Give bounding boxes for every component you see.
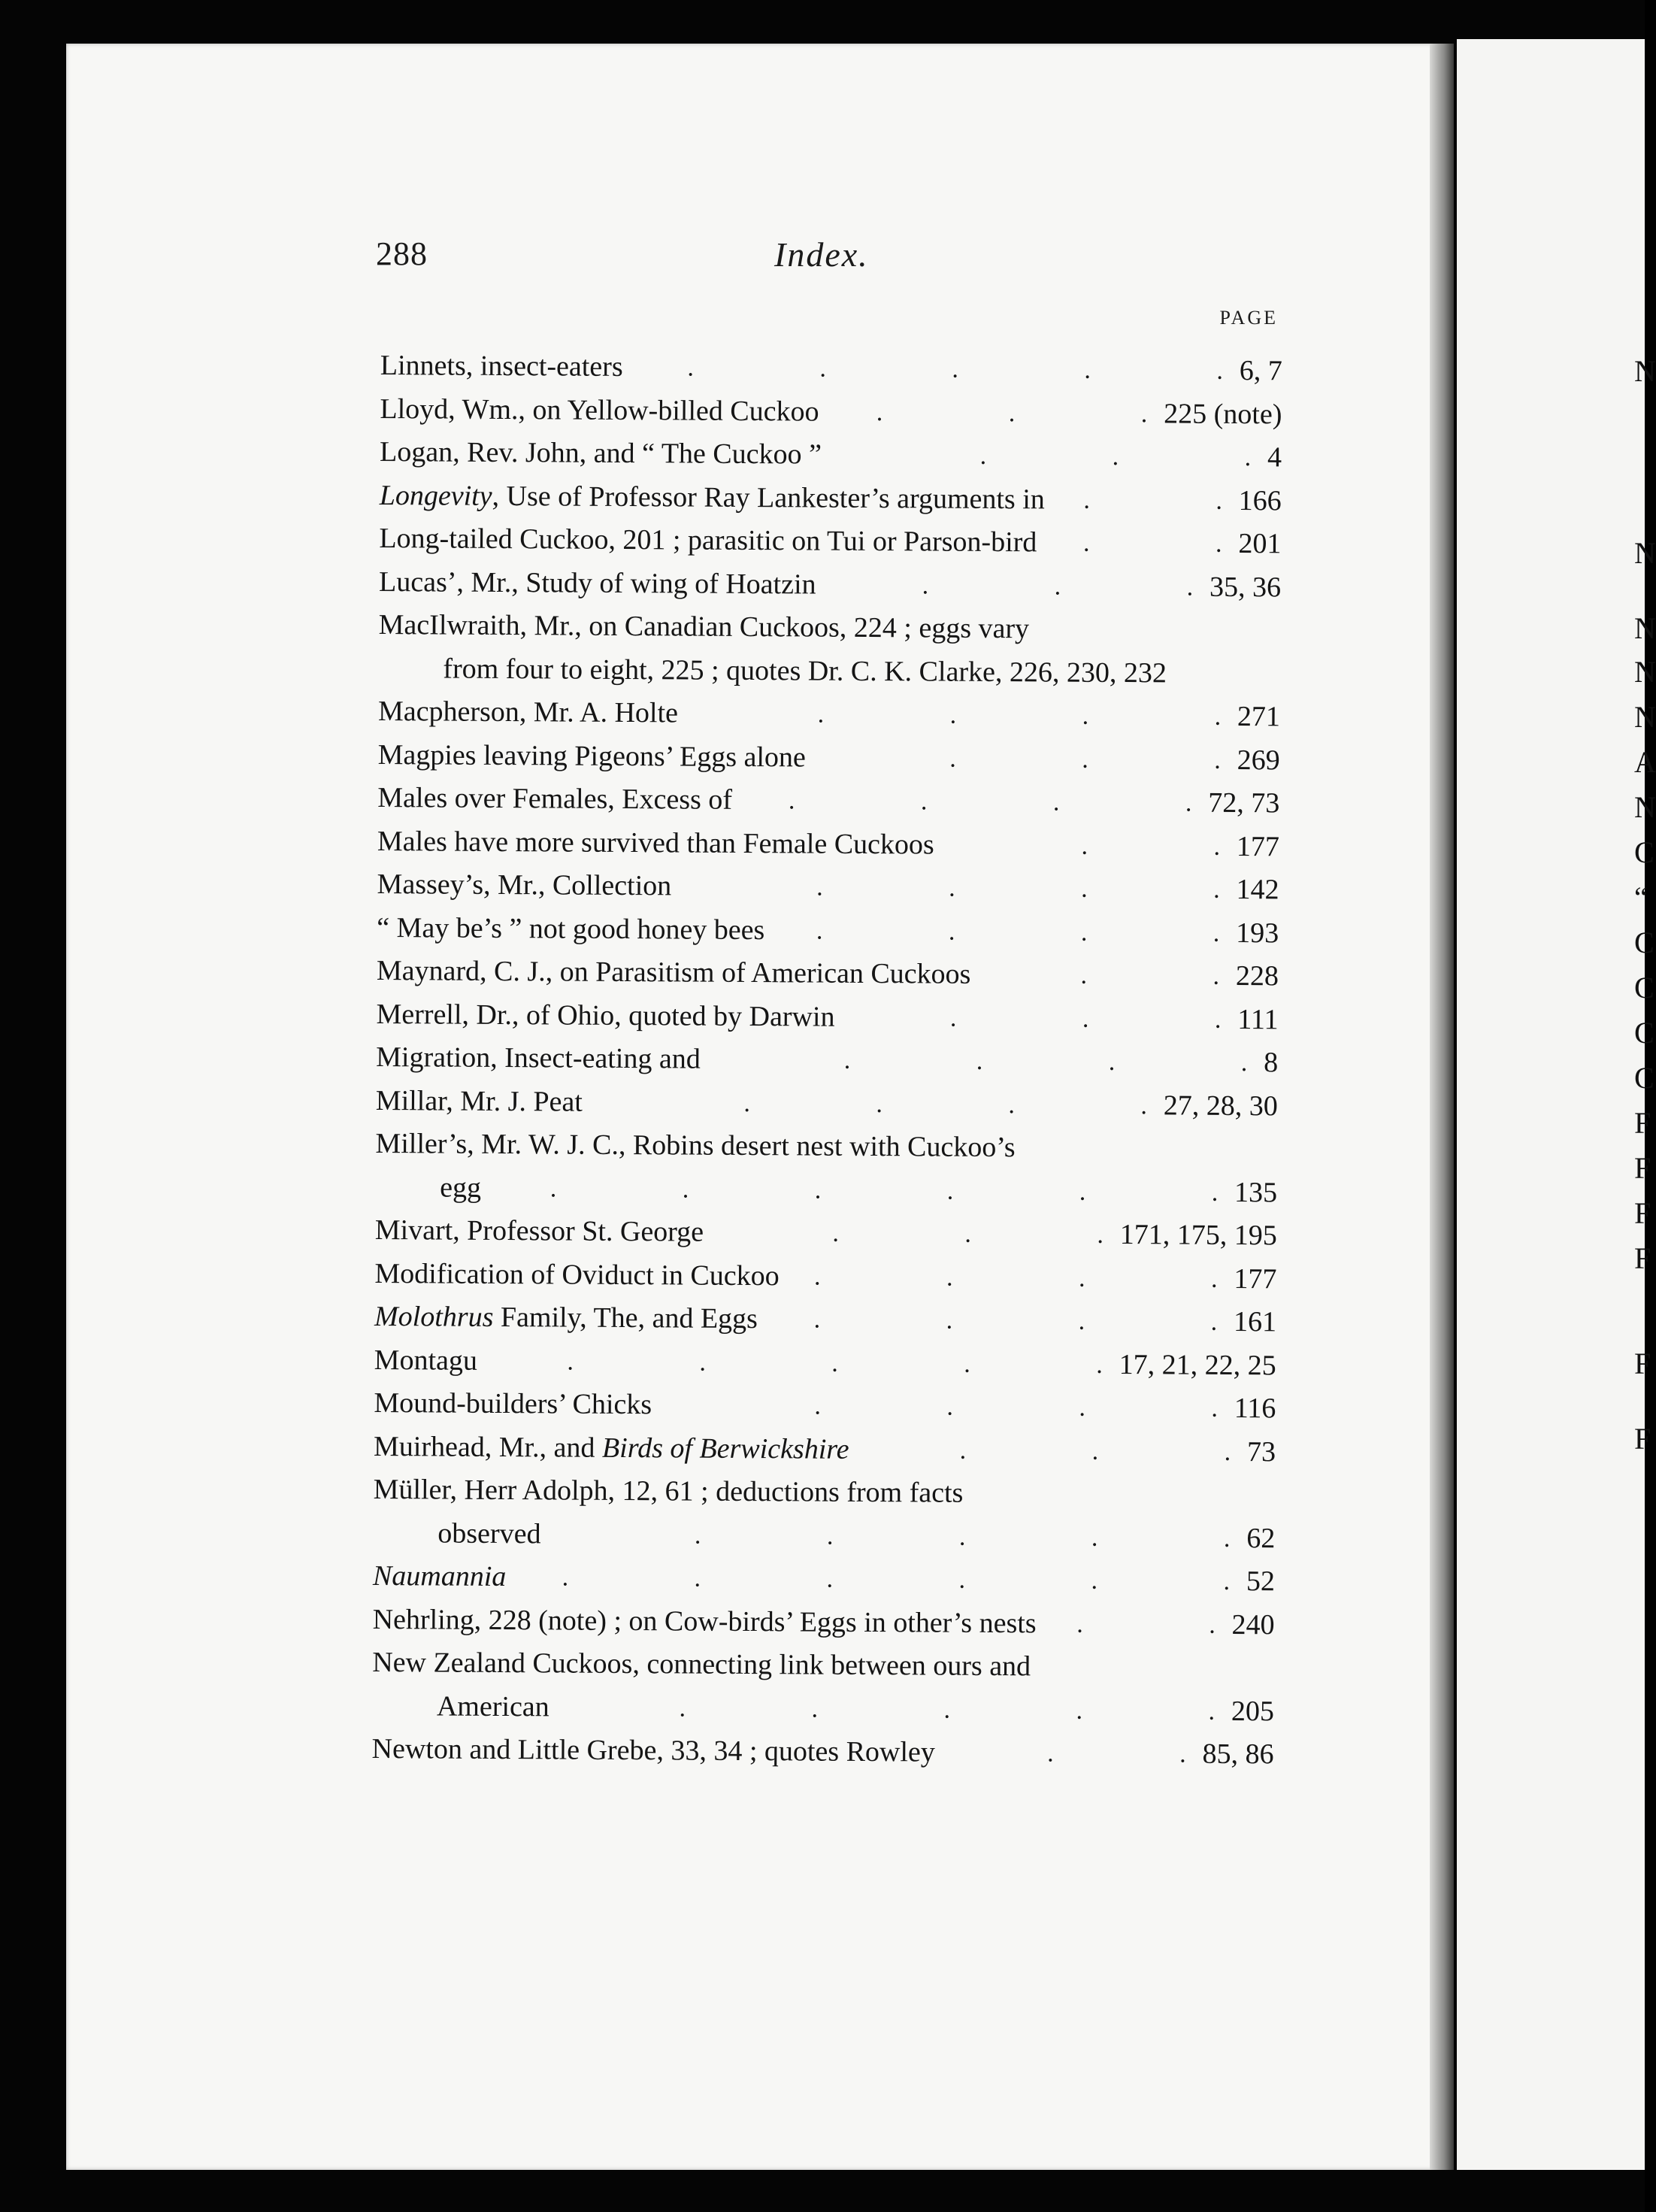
- facing-page-letter: N: [1634, 611, 1656, 645]
- entry-text: [380, 474, 1045, 521]
- leader-dot: .: [1210, 1265, 1218, 1293]
- entry-text: [380, 431, 822, 477]
- index-entry: [377, 950, 1279, 998]
- leader-dot: .: [1185, 789, 1192, 817]
- entry-page-refs: 161: [1233, 1305, 1277, 1338]
- index-entry: [377, 863, 1279, 912]
- entry-text: [377, 863, 671, 908]
- page-column-label: PAGE: [1219, 307, 1278, 329]
- facing-page-letter: F: [1634, 1196, 1651, 1230]
- entry-italic-term: Naumannia: [372, 1559, 507, 1593]
- entry-heading: Massey’s, Mr., Collection: [377, 868, 672, 902]
- leader-dot: .: [562, 1563, 569, 1592]
- entry-text: [440, 1166, 481, 1210]
- entry-text: [376, 1079, 583, 1123]
- leader-dot: .: [1211, 1178, 1219, 1207]
- leader-dot: .: [1211, 1394, 1219, 1423]
- entry-heading: Lloyd, Wm., on Yellow-billed Cuckoo: [380, 392, 819, 428]
- entry-heading: , Use of Professor Ray Lankester’s arguments in: [492, 480, 1045, 515]
- leader-dot: .: [1214, 1005, 1222, 1034]
- leader-dot: .: [816, 873, 823, 901]
- leader-dot: .: [1084, 356, 1091, 384]
- entry-text: [380, 387, 819, 433]
- index-entry: [374, 1338, 1276, 1387]
- entry-page-refs: 17, 21, 22, 25: [1119, 1348, 1276, 1381]
- leader-dot: .: [922, 571, 929, 599]
- entry-page-refs: 135: [1234, 1176, 1278, 1208]
- leader-dot: .: [1081, 874, 1088, 903]
- leader-dot: .: [1083, 486, 1091, 514]
- leader-dot: .: [1212, 919, 1220, 947]
- entry-text: [374, 1252, 780, 1298]
- entry-text: [377, 950, 971, 996]
- index-entry: [374, 1425, 1276, 1474]
- entry-text: [375, 1123, 1016, 1170]
- leader-dot: .: [1208, 1697, 1216, 1726]
- index-entry: [379, 604, 1281, 653]
- entry-heading: Linnets, insect-eaters: [380, 349, 623, 383]
- entry-heading: from four to eight, 225 ; quotes Dr. C. K. Clarke, 226, 230, 232: [443, 653, 1167, 689]
- index-entry: [377, 733, 1279, 782]
- entry-text: [371, 1728, 935, 1774]
- entry-page-refs: 27, 28, 30: [1163, 1089, 1278, 1122]
- leader-dot: .: [567, 1347, 574, 1376]
- index-entry: [372, 1684, 1274, 1733]
- leader-dot: .: [1140, 1091, 1148, 1120]
- entry-heading: “ May be’s ” not good honey bees: [377, 911, 765, 946]
- leader-dot: .: [1223, 1524, 1231, 1553]
- entry-text: [378, 690, 678, 735]
- leader-dot: .: [1079, 1177, 1086, 1206]
- facing-page-letter: N: [1634, 354, 1656, 388]
- index-entry: [377, 820, 1279, 868]
- leader-dot: .: [1082, 745, 1088, 774]
- leader-dot: .: [1078, 1264, 1085, 1292]
- index-entry: [372, 1641, 1274, 1690]
- running-head: Index.: [774, 235, 869, 274]
- leader-dot: .: [958, 1565, 966, 1594]
- index-entry: [377, 906, 1279, 955]
- entry-page-refs: 171, 175, 195: [1119, 1219, 1277, 1252]
- index-entry: [380, 431, 1282, 480]
- leader-dot: .: [687, 353, 695, 382]
- entry-page-refs: 85, 86: [1202, 1738, 1274, 1771]
- entry-page-refs: 269: [1237, 744, 1280, 776]
- leader-dot: .: [1052, 788, 1060, 817]
- leader-dot: .: [682, 1174, 689, 1204]
- leader-dot: .: [699, 1348, 706, 1377]
- leader-dot: .: [831, 1349, 838, 1377]
- leader-dot: .: [964, 1220, 972, 1248]
- entry-heading: Long-tailed Cuckoo, 201 ; parasitic on Tui or Parson-bird: [379, 522, 1037, 559]
- entry-heading: Magpies leaving Pigeons’ Eggs alone: [377, 738, 806, 773]
- leader-dot: .: [813, 1262, 821, 1291]
- index-entry: [374, 1295, 1276, 1344]
- leader-dot: .: [949, 701, 957, 729]
- page-header: [376, 235, 1278, 287]
- index-entry: [371, 1728, 1273, 1777]
- leader-dot: .: [946, 1306, 953, 1335]
- entry-page-refs: 271: [1237, 700, 1281, 733]
- leader-dot: .: [826, 1565, 834, 1593]
- entry-text: [372, 1641, 1031, 1689]
- entry-heading: Montagu: [374, 1344, 478, 1377]
- entry-text: [377, 906, 764, 952]
- facing-page-letter: N: [1634, 536, 1656, 570]
- entry-text: [374, 1382, 652, 1427]
- page-number: 288: [376, 235, 428, 272]
- facing-page-letter: C: [1634, 1061, 1654, 1095]
- leader-dot: .: [1213, 832, 1221, 861]
- entry-italic-term: Longevity: [379, 479, 492, 512]
- entry-page-refs: 4: [1267, 441, 1282, 474]
- entry-heading: Miller’s, Mr. W. J. C., Robins desert nest with Cuckoo’s: [375, 1127, 1016, 1164]
- index-entry: [378, 647, 1280, 695]
- index-entry: [376, 1036, 1278, 1085]
- leader-dot: .: [958, 1523, 966, 1551]
- facing-page-letter: F: [1634, 1347, 1651, 1380]
- leader-dot: .: [843, 1046, 851, 1074]
- leader-dot: .: [1224, 1438, 1231, 1466]
- entry-page-refs: 166: [1238, 484, 1282, 517]
- leader-dot: .: [1008, 398, 1016, 427]
- index-entries: [371, 344, 1282, 1777]
- entry-text: [374, 1468, 964, 1515]
- entry-text: [380, 344, 623, 389]
- leader-dot: .: [826, 1522, 834, 1550]
- entry-italic-title: Birds of Berwickshire: [601, 1432, 849, 1465]
- leader-dot: .: [1080, 918, 1088, 947]
- entry-text: [377, 777, 732, 822]
- leader-dot: .: [1214, 746, 1221, 774]
- entry-heading: Newton and Little Grebe, 33, 34 ; quotes Rowley: [371, 1732, 936, 1768]
- leader-dot: .: [1112, 442, 1119, 471]
- leader-dot: .: [1209, 1611, 1216, 1639]
- leader-dot: .: [1223, 1567, 1231, 1595]
- index-entry: [372, 1598, 1274, 1647]
- leader-dot: .: [1213, 875, 1220, 904]
- leader-dot: .: [1186, 573, 1194, 601]
- index-entry: [376, 992, 1278, 1041]
- entry-heading: Millar, Mr. J. Peat: [375, 1084, 583, 1118]
- facing-page-letter: C: [1634, 926, 1654, 959]
- entry-text: [379, 604, 1030, 651]
- index-entry: [380, 387, 1282, 436]
- entry-heading: Merrell, Dr., of Ohio, quoted by Darwin: [376, 998, 835, 1033]
- index-entry: [380, 474, 1282, 523]
- leader-dot: .: [813, 1305, 821, 1334]
- entry-text: [376, 992, 834, 1038]
- leader-dot: .: [1108, 1047, 1116, 1076]
- leader-dot: .: [952, 355, 959, 383]
- book-gutter: [1430, 44, 1454, 2170]
- entry-text: [377, 820, 934, 866]
- entry-page-refs: 116: [1234, 1392, 1276, 1425]
- index-entry: [375, 1165, 1277, 1214]
- leader-dot: .: [1096, 1350, 1103, 1379]
- leader-dot: .: [1082, 1004, 1089, 1033]
- entry-heading: Males over Females, Excess of: [377, 781, 733, 816]
- leader-dot: .: [1054, 571, 1061, 601]
- index-entry: [375, 1209, 1277, 1258]
- entry-text: [376, 1036, 701, 1081]
- facing-page-letter: C: [1634, 971, 1654, 1004]
- leader-dot: .: [1076, 1610, 1083, 1638]
- entry-heading: Lucas’, Mr., Study of wing of Hoatzin: [378, 565, 816, 601]
- leader-dot: .: [964, 1350, 970, 1378]
- entry-page-refs: 205: [1231, 1695, 1275, 1727]
- entry-heading: egg: [440, 1171, 482, 1204]
- leader-dot: .: [1097, 1220, 1104, 1249]
- entry-page-refs: 201: [1238, 527, 1282, 560]
- entry-italic-term: Molothrus: [374, 1300, 494, 1333]
- leader-dot: .: [788, 786, 795, 815]
- leader-dot: .: [743, 1089, 751, 1117]
- index-entry: [376, 1079, 1278, 1128]
- entry-page-refs: 6, 7: [1239, 354, 1282, 387]
- leader-dot: .: [816, 917, 823, 945]
- entry-text: [375, 1209, 704, 1254]
- leader-dot: .: [1240, 1049, 1248, 1077]
- entry-text: [373, 1555, 507, 1599]
- leader-dot: .: [1244, 444, 1252, 472]
- entry-heading: Males have more survived than Female Cuckoos: [377, 825, 934, 861]
- facing-page-letter: “: [1634, 880, 1648, 914]
- facing-page-letter: C: [1634, 835, 1654, 869]
- leader-dot: .: [876, 398, 883, 426]
- index-entry: [373, 1555, 1275, 1604]
- entry-heading: MacIlwraith, Mr., on Canadian Cuckoos, 224 ; eggs vary: [378, 608, 1030, 645]
- leader-dot: .: [979, 441, 987, 470]
- leader-dot: .: [1091, 1566, 1098, 1595]
- leader-dot: .: [694, 1521, 701, 1550]
- leader-dot: .: [1047, 1739, 1054, 1768]
- leader-dot: .: [1179, 1740, 1186, 1768]
- entry-page-refs: 73: [1246, 1435, 1276, 1468]
- entry-page-refs: 193: [1236, 917, 1279, 949]
- facing-page-letter: F: [1634, 1241, 1651, 1275]
- index-entry: [380, 344, 1282, 393]
- leader-dot: .: [811, 1695, 819, 1723]
- leader-dot: .: [1078, 1307, 1085, 1335]
- entry-page-refs: 72, 73: [1208, 786, 1280, 820]
- facing-page-letter: N: [1634, 790, 1656, 824]
- entry-heading: Logan, Rev. John, and “ The Cuckoo ”: [379, 435, 822, 471]
- entry-page-refs: 111: [1237, 1003, 1279, 1035]
- index-entry: [379, 560, 1281, 609]
- entry-heading: Maynard, C. J., on Parasitism of American Cuckoos: [376, 954, 971, 990]
- entry-text: [374, 1338, 478, 1382]
- entry-heading: Migration, Insect-eating and: [376, 1041, 701, 1075]
- facing-page-letter: F: [1634, 1106, 1651, 1140]
- entry-text: [443, 647, 1167, 695]
- leader-dot: .: [1008, 1090, 1016, 1119]
- entry-page-refs: 8: [1264, 1047, 1279, 1079]
- leader-dot: .: [976, 1047, 983, 1075]
- leader-dot: .: [1080, 961, 1088, 989]
- entry-heading: Modification of Oviduct in Cuckoo: [374, 1257, 780, 1292]
- leader-dot: .: [1214, 702, 1222, 731]
- entry-heading: Nehrling, 228 (note) ; on Cow-birds’ Eggs in other’s nests: [372, 1603, 1037, 1639]
- leader-dot: .: [1140, 399, 1148, 428]
- entry-heading: Mound-builders’ Chicks: [374, 1386, 652, 1421]
- facing-page-letter: F: [1634, 1151, 1651, 1185]
- leader-dot: .: [946, 1177, 954, 1205]
- entry-text: [379, 560, 816, 606]
- leader-dot: .: [949, 874, 955, 902]
- entry-heading: Müller, Herr Adolph, 12, 61 ; deductions from facts: [373, 1473, 964, 1509]
- leader-dot: .: [832, 1219, 840, 1247]
- entry-text: [379, 517, 1037, 565]
- facing-page-letter: N: [1634, 655, 1656, 689]
- index-entry: [374, 1252, 1276, 1301]
- leader-dot: .: [694, 1564, 701, 1592]
- index-entry: [373, 1511, 1275, 1560]
- entry-page-refs: 177: [1234, 1262, 1277, 1295]
- entry-heading: observed: [437, 1517, 541, 1550]
- leader-dot: .: [814, 1392, 822, 1420]
- index-entry: [378, 690, 1280, 739]
- leader-dot: .: [959, 1436, 967, 1465]
- index-entry: [377, 777, 1279, 826]
- leader-dot: .: [819, 354, 827, 383]
- entry-heading: Family, The, and Eggs: [493, 1301, 758, 1335]
- index-entry: [375, 1123, 1277, 1171]
- leader-dot: .: [1212, 962, 1220, 990]
- entry-page-refs: 142: [1236, 873, 1279, 906]
- entry-heading: Mivart, Professor St. George: [374, 1214, 704, 1248]
- entry-text: [374, 1295, 758, 1341]
- facing-page-edge: [1457, 39, 1645, 2170]
- entry-page-refs: 52: [1246, 1565, 1276, 1598]
- entry-page-refs: 228: [1235, 959, 1279, 992]
- leader-dot: .: [1079, 1393, 1086, 1422]
- entry-text: [374, 1425, 849, 1471]
- leader-dot: .: [920, 787, 928, 816]
- facing-page-letter: A: [1634, 745, 1656, 779]
- index-entry: [379, 517, 1281, 566]
- entry-heading: Macpherson, Mr. A. Holte: [377, 695, 679, 729]
- entry-page-refs: 177: [1236, 830, 1280, 862]
- leader-dot: .: [946, 1263, 953, 1292]
- leader-dot: .: [817, 700, 825, 729]
- entry-page-refs: 225 (note): [1164, 397, 1282, 430]
- index-entry: [374, 1382, 1276, 1431]
- entry-text: [437, 1685, 549, 1729]
- leader-dot: .: [1091, 1523, 1098, 1552]
- facing-page-letter: C: [1634, 1016, 1654, 1050]
- entry-heading: New Zealand Cuckoos, connecting link between ours and: [372, 1646, 1031, 1683]
- leader-dot: .: [679, 1693, 686, 1723]
- leader-dot: .: [1082, 529, 1090, 557]
- leader-dot: .: [1215, 529, 1222, 558]
- leader-dot: .: [549, 1174, 557, 1202]
- facing-page-letter: N: [1634, 700, 1656, 734]
- leader-dot: .: [1081, 832, 1088, 860]
- entry-text: [377, 733, 806, 779]
- entry-page-refs: 35, 36: [1209, 571, 1282, 603]
- leader-dot: .: [1216, 356, 1224, 385]
- index-entry: [374, 1468, 1276, 1517]
- leader-dot: .: [949, 744, 956, 773]
- leader-dot: .: [1076, 1696, 1083, 1725]
- leader-dot: .: [949, 1004, 957, 1032]
- leader-dot: .: [943, 1695, 951, 1724]
- leader-dot: .: [814, 1176, 822, 1204]
- entry-heading: American: [436, 1689, 549, 1723]
- leader-dot: .: [946, 1392, 954, 1421]
- leader-dot: .: [1210, 1308, 1218, 1336]
- leader-dot: .: [948, 917, 955, 946]
- entry-text: [372, 1598, 1036, 1645]
- entry-page-refs: 62: [1246, 1522, 1276, 1554]
- leader-dot: .: [1091, 1437, 1099, 1465]
- leader-dot: .: [1082, 701, 1089, 730]
- leader-dot: .: [876, 1089, 883, 1118]
- entry-heading: Muirhead, Mr., and: [373, 1430, 603, 1464]
- entry-page-refs: 240: [1231, 1608, 1275, 1641]
- facing-page-letter: F: [1634, 1422, 1651, 1456]
- entry-text: [437, 1512, 541, 1556]
- leader-dot: .: [1216, 486, 1223, 515]
